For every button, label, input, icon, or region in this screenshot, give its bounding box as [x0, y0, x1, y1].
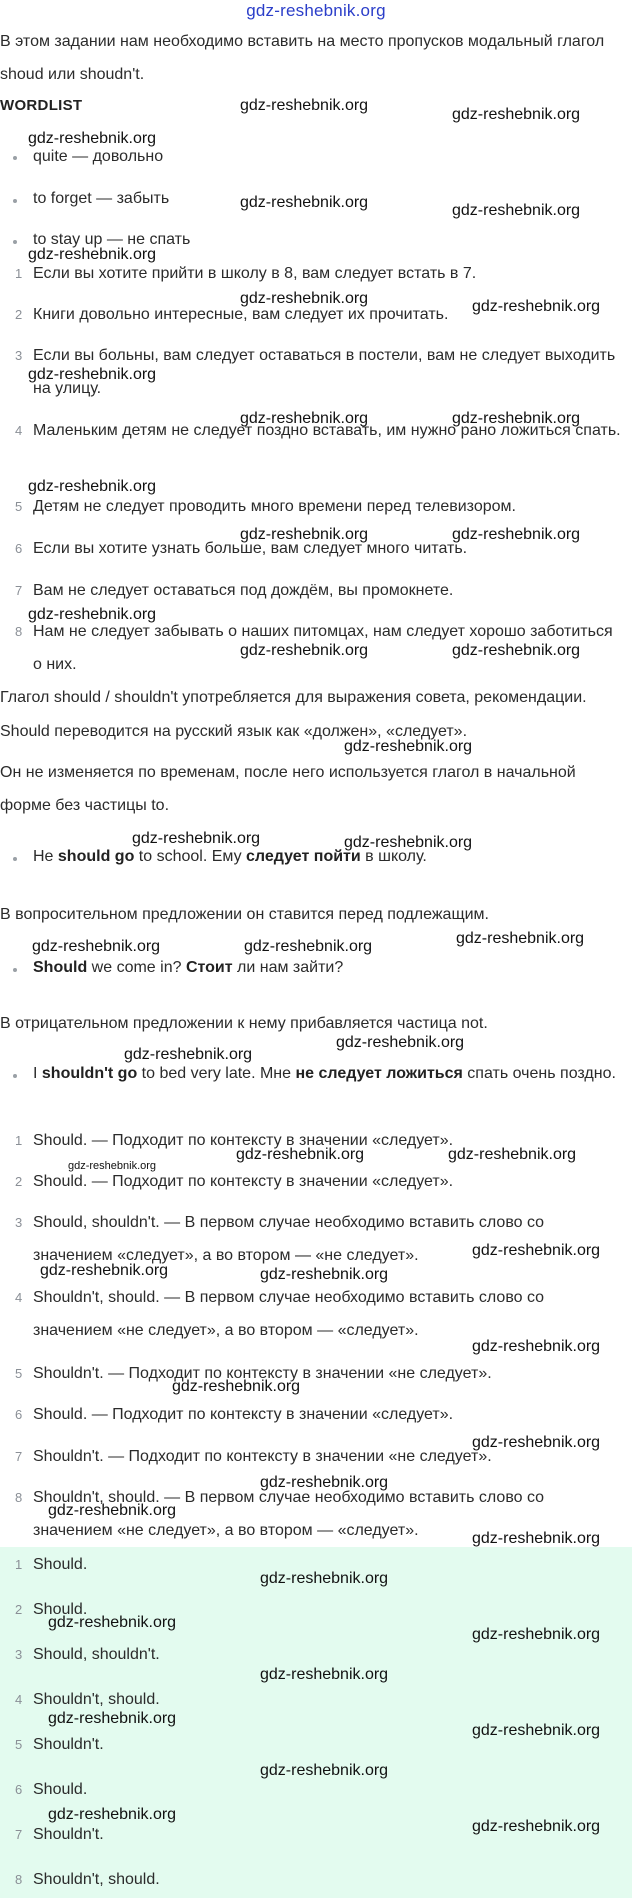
sentence-item: Нам не следует забывать о наших питомцах, нам следует хорошо заботиться о них. [33, 623, 613, 673]
sentence-number: 1 [15, 266, 23, 281]
site-title[interactable]: gdz-reshebnik.org [246, 1, 386, 20]
example-item: I shouldn't go to bed very late. Мне не следует ложиться спать очень поздно. [33, 1065, 616, 1082]
answer-item: Shouldn't, should. [33, 1691, 160, 1708]
example-highlight: shouldn't go [41, 1065, 138, 1082]
sentence-number: 8 [15, 624, 23, 639]
grammar-paragraph: В вопросительном предложении он ставится перед подлежащим. [0, 906, 489, 923]
explanation-item: Should, shouldn't. — В первом случае необходимо вставить слово со значением «следует», а во втором — «не следует». [33, 1214, 545, 1264]
explanation-item: Shouldn't. — Подходит по контексту в значении «не следует». [33, 1365, 492, 1382]
sentence-number: 6 [15, 541, 23, 556]
answer-number: 6 [15, 1782, 23, 1797]
watermark: gdz-reshebnik.org [240, 526, 369, 543]
answer-number: 7 [15, 1827, 23, 1842]
sentence-item: Вам не следует оставаться под дождём, вы промокнете. [33, 582, 454, 599]
explanation-number: 7 [15, 1449, 23, 1464]
bullet-icon [13, 156, 17, 160]
explanation-item: Should. — Подходит по контексту в значении «следует». [33, 1173, 454, 1190]
watermark: gdz-reshebnik.org [48, 1502, 177, 1519]
example-item: He should go to school. Ему следует пойти в школу. [33, 848, 427, 865]
grammar-paragraph: Он не изменяется по временам, после него используется глагол в начальной форме без частицы to. [0, 764, 576, 814]
answer-item: Shouldn't. [33, 1826, 104, 1843]
sentence-number: 7 [15, 583, 23, 598]
watermark: gdz-reshebnik.org [28, 246, 157, 263]
sentence-item: Если вы больны, вам следует оставаться в постели, вам не следует выходить на улицу. [33, 347, 616, 397]
bullet-icon [13, 1074, 17, 1078]
watermark: gdz-reshebnik.org [48, 1710, 177, 1727]
watermark: gdz-reshebnik.org [344, 834, 473, 851]
wordlist-item: to stay up — не спать [33, 231, 191, 248]
watermark: gdz-reshebnik.org [472, 1722, 601, 1739]
sentence-item: Детям не следует проводить много времени перед телевизором. [33, 498, 516, 515]
explanation-item: Should. — Подходит по контексту в значении «следует». [33, 1132, 454, 1149]
watermark: gdz-reshebnik.org [48, 1806, 177, 1823]
explanation-item: Should. — Подходит по контексту в значении «следует». [33, 1406, 454, 1423]
answer-number: 4 [15, 1692, 23, 1707]
explanation-number: 5 [15, 1366, 23, 1381]
explanation-number: 8 [15, 1490, 23, 1505]
watermark: gdz-reshebnik.org [452, 642, 581, 659]
sentence-item: Если вы хотите прийти в школу в 8, вам следует встать в 7. [33, 265, 477, 282]
answer-item: Should. [33, 1781, 88, 1798]
answer-number: 1 [15, 1557, 23, 1572]
watermark: gdz-reshebnik.org [344, 738, 473, 755]
watermark: gdz-reshebnik.org [472, 298, 601, 315]
watermark: gdz-reshebnik.org [472, 1242, 601, 1259]
sentence-number: 2 [15, 307, 23, 322]
example-highlight: следует пойти [246, 848, 361, 865]
watermark: gdz-reshebnik.org [260, 1762, 389, 1779]
watermark: gdz-reshebnik.org [28, 606, 157, 623]
bullet-icon [13, 968, 17, 972]
explanation-item: Shouldn't. — Подходит по контексту в значении «не следует». [33, 1448, 492, 1465]
watermark: gdz-reshebnik.org [260, 1666, 389, 1683]
wordlist-heading: WORDLIST [0, 97, 83, 114]
watermark: gdz-reshebnik.org [452, 526, 581, 543]
example-item: Should we come in? Стоит ли нам зайти? [33, 959, 344, 976]
example-highlight: should go [57, 848, 135, 865]
watermark: gdz-reshebnik.org [236, 1146, 365, 1163]
answer-item: Should, shouldn't. [33, 1646, 160, 1663]
wordlist-item: quite — довольно [33, 148, 164, 165]
answer-number: 2 [15, 1602, 23, 1617]
watermark: gdz-reshebnik.org [456, 930, 585, 947]
example-highlight: Should [33, 959, 88, 976]
watermark: gdz-reshebnik.org [48, 1614, 177, 1631]
watermark: gdz-reshebnik.org [472, 1530, 601, 1547]
sentence-item: Маленьким детям не следует поздно вставать, им нужно рано ложиться спать. [33, 422, 621, 439]
bullet-icon [13, 857, 17, 861]
explanation-number: 3 [15, 1215, 23, 1230]
sentence-item: Книги довольно интересные, вам следует их прочитать. [33, 306, 449, 323]
bullet-icon [13, 240, 17, 244]
explanation-number: 1 [15, 1133, 23, 1148]
example-highlight: не следует ложиться [295, 1065, 463, 1082]
watermark: gdz-reshebnik.org [244, 938, 373, 955]
answer-number: 3 [15, 1647, 23, 1662]
intro-paragraph: В этом задании нам необходимо вставить на место пропусков модальный глагол shoud или shoudn't. [0, 33, 605, 83]
watermark: gdz-reshebnik.org [28, 366, 157, 383]
explanation-item: Shouldn't, should. — В первом случае необходимо вставить слово со значением «не следует», а во втором — «следует». [33, 1489, 545, 1539]
answer-item: Should. [33, 1601, 88, 1618]
watermark: gdz-reshebnik.org [28, 478, 157, 495]
watermark: gdz-reshebnik.org [68, 1160, 157, 1172]
watermark: gdz-reshebnik.org [40, 1262, 169, 1279]
sentence-number: 3 [15, 348, 23, 363]
watermark: gdz-reshebnik.org [336, 1034, 465, 1051]
answer-number: 8 [15, 1872, 23, 1887]
watermark: gdz-reshebnik.org [448, 1146, 577, 1163]
grammar-paragraph: Глагол should / shouldn't употребляется для выражения совета, рекомендации. [0, 689, 587, 706]
example-highlight: Стоит [185, 959, 233, 976]
watermark: gdz-reshebnik.org [260, 1474, 389, 1491]
sentence-number: 5 [15, 499, 23, 514]
watermark: gdz-reshebnik.org [32, 938, 161, 955]
watermark: gdz-reshebnik.org [28, 130, 157, 147]
watermark: gdz-reshebnik.org [472, 1626, 601, 1643]
watermark: gdz-reshebnik.org [240, 290, 369, 307]
watermark: gdz-reshebnik.org [124, 1046, 253, 1063]
watermark: gdz-reshebnik.org [240, 97, 369, 114]
answer-number: 5 [15, 1737, 23, 1752]
watermark: gdz-reshebnik.org [240, 410, 369, 427]
sentence-item: Если вы хотите узнать больше, вам следует много читать. [33, 540, 468, 557]
watermark: gdz-reshebnik.org [260, 1266, 389, 1283]
watermark: gdz-reshebnik.org [452, 410, 581, 427]
grammar-paragraph: Should переводится на русский язык как «должен», «следует». [0, 723, 468, 740]
answer-item: Shouldn't. [33, 1736, 104, 1753]
watermark: gdz-reshebnik.org [472, 1434, 601, 1451]
bullet-icon [13, 199, 17, 203]
explanation-number: 2 [15, 1174, 23, 1189]
watermark: gdz-reshebnik.org [132, 830, 261, 847]
watermark: gdz-reshebnik.org [472, 1338, 601, 1355]
explanation-item: Shouldn't, should. — В первом случае необходимо вставить слово со значением «не следует», а во втором — «следует». [33, 1289, 545, 1339]
grammar-paragraph: В отрицательном предложении к нему прибавляется частица not. [0, 1015, 488, 1032]
answer-item: Shouldn't, should. [33, 1871, 160, 1888]
watermark: gdz-reshebnik.org [240, 194, 369, 211]
watermark: gdz-reshebnik.org [472, 1818, 601, 1835]
explanation-number: 6 [15, 1407, 23, 1422]
answer-item: Should. [33, 1556, 88, 1573]
sentence-number: 4 [15, 423, 23, 438]
watermark: gdz-reshebnik.org [240, 642, 369, 659]
explanation-number: 4 [15, 1290, 23, 1305]
watermark: gdz-reshebnik.org [172, 1378, 301, 1395]
watermark: gdz-reshebnik.org [452, 202, 581, 219]
watermark: gdz-reshebnik.org [452, 106, 581, 123]
wordlist-item: to forget — забыть [33, 190, 170, 207]
watermark: gdz-reshebnik.org [260, 1570, 389, 1587]
